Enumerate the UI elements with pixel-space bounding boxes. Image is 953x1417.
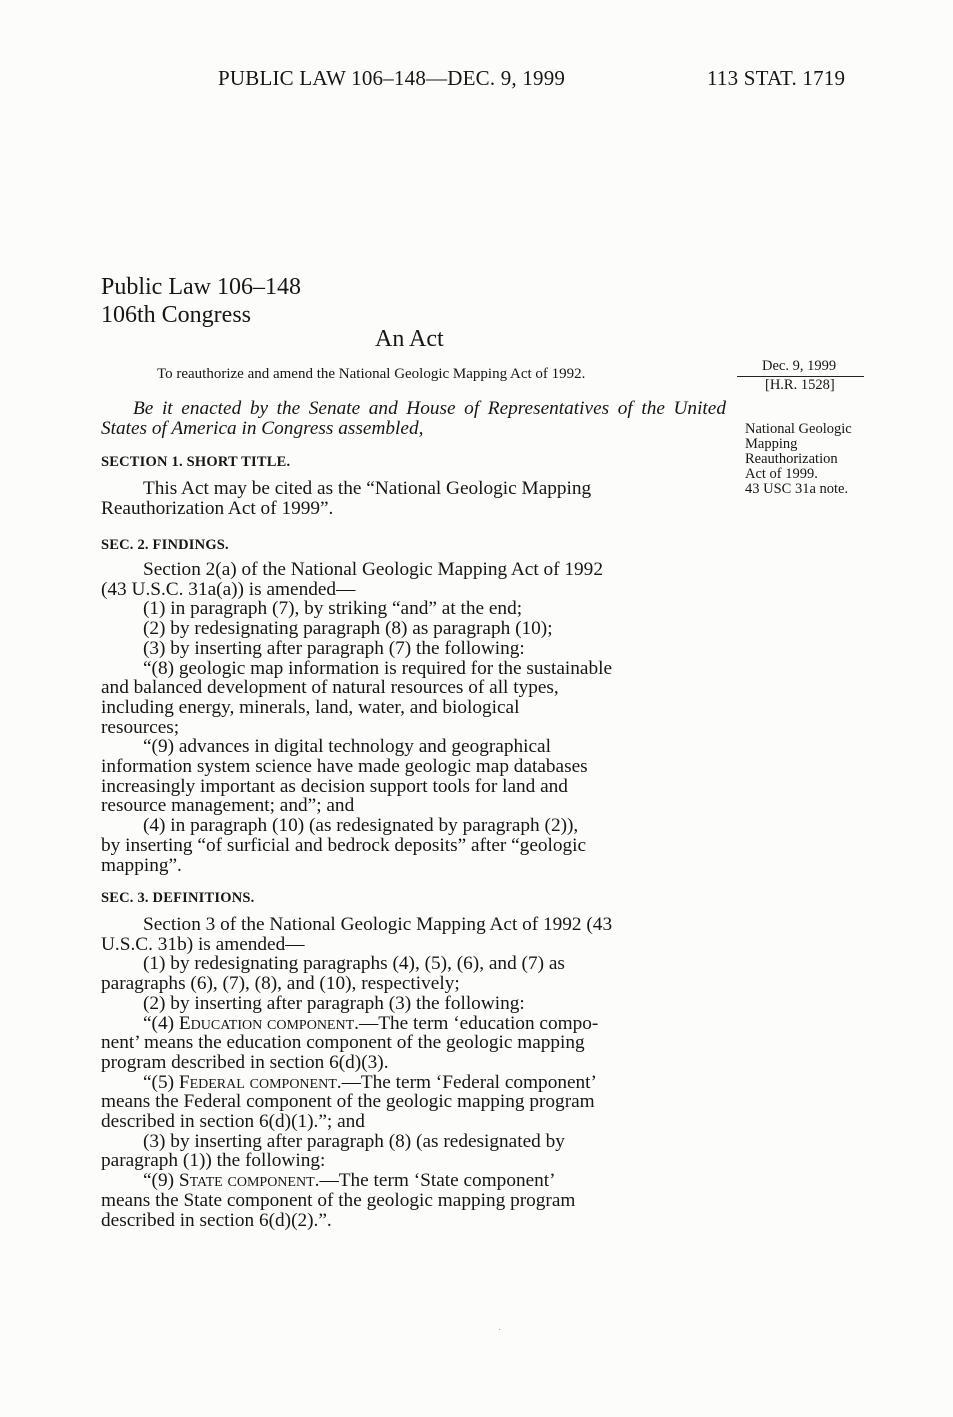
scan-speck: · bbox=[498, 1325, 502, 1336]
finding-9-line-1: “(9) advances in digital technology and geographical bbox=[143, 736, 551, 758]
section-3-body bbox=[101, 915, 726, 1230]
finding-8-line-3: including energy, minerals, land, water, and biological bbox=[101, 696, 520, 718]
section-2-item-4-line-3: mapping”. bbox=[101, 854, 182, 876]
running-header-left: PUBLIC LAW 106–148—DEC. 9, 1999 bbox=[218, 66, 566, 90]
section-2-item-2: (2) by redesignating paragraph (8) as paragraph (10); bbox=[143, 618, 553, 640]
section-3-item-3-line-1: (3) by inserting after paragraph (8) (as redesignated by bbox=[143, 1130, 565, 1152]
section-3-item-3-line-2: paragraph (1)) the following: bbox=[101, 1150, 326, 1172]
finding-9-line-3: increasingly important as decision support tools for land and bbox=[101, 775, 568, 797]
section-1-line-1: This Act may be cited as the “National Geologic Mapping bbox=[143, 478, 592, 499]
section-3-intro-1: Section 3 of the National Geologic Mapping Act of 1992 (43 bbox=[143, 914, 613, 935]
definition-5-number: “(5) bbox=[143, 1071, 179, 1093]
definition-4-line-2: nent’ means the education component of the geologic mapping bbox=[101, 1032, 585, 1054]
definition-5-term: Federal component bbox=[178, 1071, 337, 1093]
section-2-intro-1: Section 2(a) of the National Geologic Mapping Act of 1992 bbox=[143, 559, 603, 580]
definition-9-term: State component bbox=[178, 1170, 315, 1192]
section-3-intro-2: U.S.C. 31b) is amended— bbox=[101, 933, 305, 955]
margin-date: Dec. 9, 1999 bbox=[762, 358, 837, 374]
margin-short-title-1: National Geologic bbox=[745, 421, 852, 437]
finding-8-line-4: resources; bbox=[101, 716, 180, 738]
definition-9-text: .—The term ‘State component’ bbox=[314, 1170, 556, 1192]
section-2-item-4-line-1: (4) in paragraph (10) (as redesignated by paragraph (2)), bbox=[143, 815, 579, 837]
finding-8-line-2: and balanced development of natural resources of all types, bbox=[101, 677, 559, 699]
definition-9-number: “(9) bbox=[143, 1170, 179, 1192]
public-law-number: Public Law 106–148 bbox=[101, 274, 301, 300]
section-3-item-1-line-2: paragraphs (6), (7), (8), and (10), respectively; bbox=[101, 973, 460, 995]
definition-4-line-3: program described in section 6(d)(3). bbox=[101, 1051, 389, 1073]
definition-9-line-1 bbox=[101, 1171, 726, 1191]
margin-bill-number: [H.R. 1528] bbox=[765, 377, 835, 393]
definition-4-line-1 bbox=[101, 1014, 726, 1034]
finding-9-line-2: information system science have made geologic map databases bbox=[101, 756, 588, 778]
act-purpose: To reauthorize and amend the National Geologic Mapping Act of 1992. bbox=[157, 366, 586, 382]
definition-9-line-3: described in section 6(d)(2).”. bbox=[101, 1209, 332, 1231]
section-2-intro-2: (43 U.S.C. 31a(a)) is amended— bbox=[101, 578, 356, 600]
running-header-right: 113 STAT. 1719 bbox=[707, 66, 846, 90]
definition-4-text: .—The term ‘education compo- bbox=[354, 1012, 599, 1034]
section-2-item-3: (3) by inserting after paragraph (7) the following: bbox=[143, 637, 525, 659]
section-2-heading: SEC. 2. FINDINGS. bbox=[101, 537, 229, 553]
act-heading: An Act bbox=[375, 326, 444, 352]
definition-4-term: Education component bbox=[178, 1012, 355, 1034]
margin-short-title-4: Act of 1999. bbox=[745, 466, 818, 482]
enacting-clause-text: Be it enacted by the Senate and House of Representatives of the United States of America in Congress assembled, bbox=[101, 398, 726, 439]
section-2-item-1: (1) in paragraph (7), by striking “and” at the end; bbox=[143, 598, 523, 620]
definition-5-line-1 bbox=[101, 1073, 726, 1093]
section-3-item-2: (2) by inserting after paragraph (3) the following: bbox=[143, 992, 525, 1014]
margin-short-title-2: Mapping bbox=[745, 436, 798, 452]
definition-4-number: “(4) bbox=[143, 1012, 179, 1034]
definition-5-text: .—The term ‘Federal component’ bbox=[336, 1071, 597, 1093]
congress-number: 106th Congress bbox=[101, 302, 251, 328]
section-3-heading: SEC. 3. DEFINITIONS. bbox=[101, 890, 255, 906]
definition-5-line-3: described in section 6(d)(1).”; and bbox=[101, 1111, 365, 1133]
section-1-line-2: Reauthorization Act of 1999”. bbox=[101, 497, 334, 519]
section-2-item-4-line-2: by inserting “of surficial and bedrock deposits” after “geologic bbox=[101, 834, 587, 856]
definition-5-line-2: means the Federal component of the geologic mapping program bbox=[101, 1091, 595, 1113]
finding-8-line-1: “(8) geologic map information is required for the sustainable bbox=[143, 657, 613, 679]
section-2-body bbox=[101, 560, 726, 875]
section-1-heading: SECTION 1. SHORT TITLE. bbox=[101, 454, 291, 470]
enacting-clause bbox=[101, 399, 726, 438]
margin-usc-citation: 43 USC 31a note. bbox=[745, 481, 849, 497]
section-1-body bbox=[101, 479, 726, 518]
definition-9-line-2: means the State component of the geologic mapping program bbox=[101, 1189, 576, 1211]
margin-short-title-3: Reauthorization bbox=[745, 451, 838, 467]
section-3-item-1-line-1: (1) by redesignating paragraphs (4), (5), (6), and (7) as bbox=[143, 953, 565, 975]
finding-9-line-4: resource management; and”; and bbox=[101, 795, 355, 817]
